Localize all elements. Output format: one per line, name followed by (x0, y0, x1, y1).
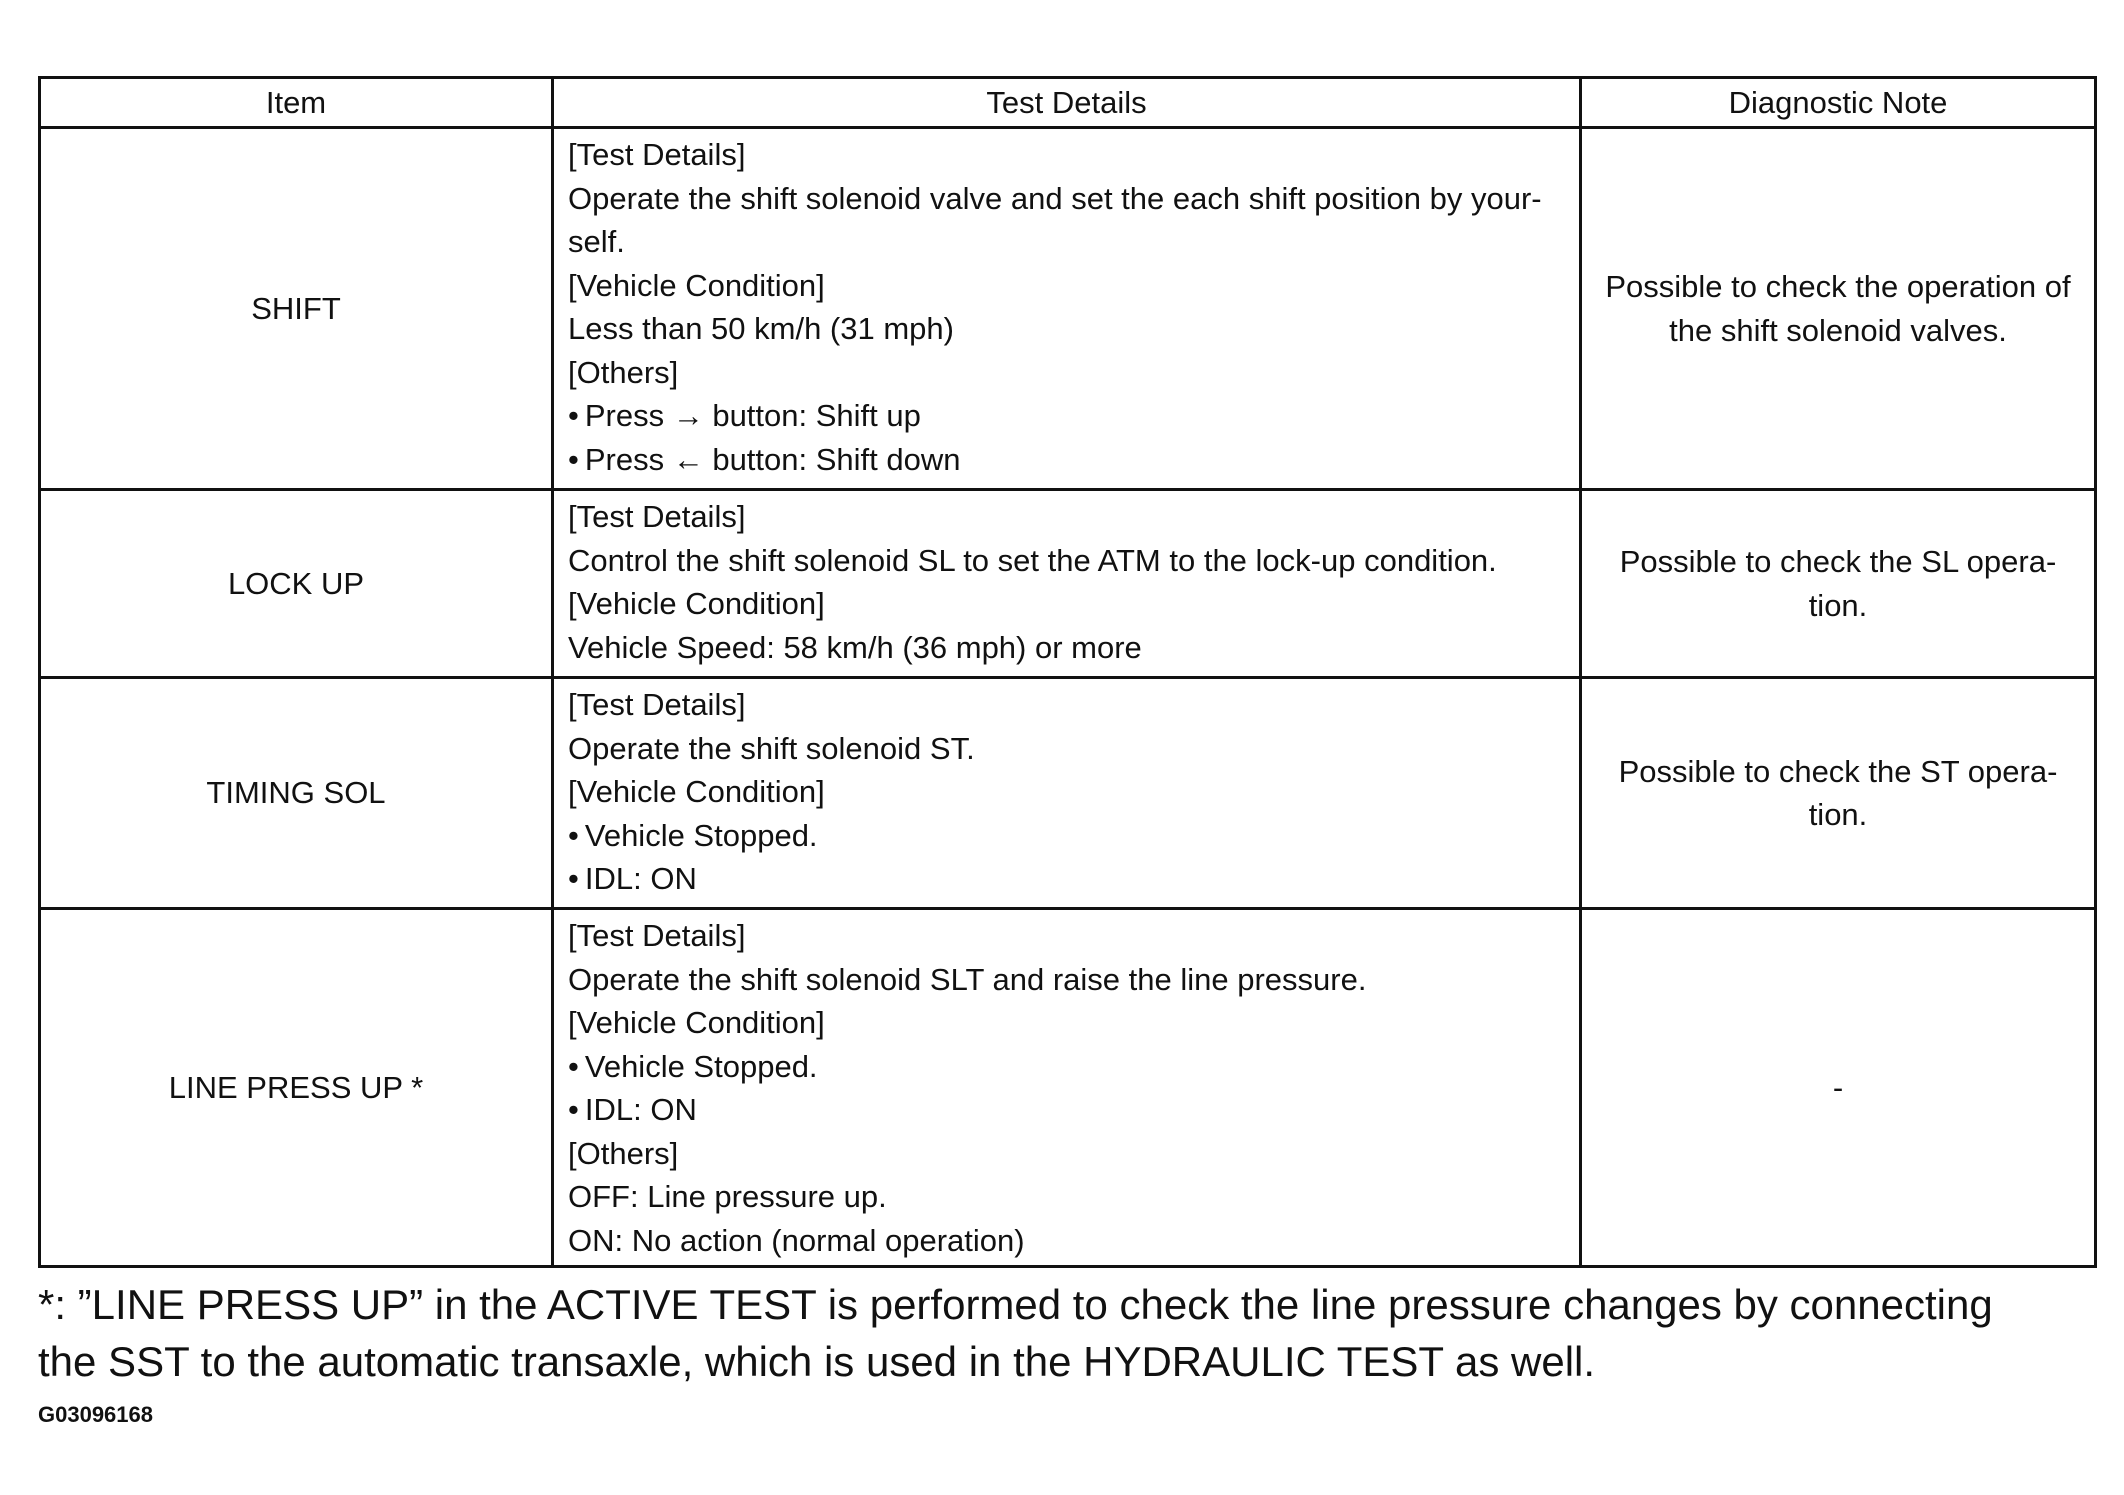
detail-line: [Test Details] (568, 687, 746, 722)
detail-bullet-line: • Vehicle Stopped. (568, 814, 1567, 858)
cell-item: LINE PRESS UP * (40, 909, 553, 1267)
table-row (40, 678, 2096, 909)
detail-line: ON: No action (normal operation) (568, 1222, 1025, 1258)
detail-bullet-line: • Press → button: Shift up (568, 394, 1567, 438)
note-line: the shift solenoid valves. (1669, 312, 2007, 348)
detail-line: Operate the shift solenoid valve and set the each shift position by your- (568, 180, 1542, 216)
header-test-details: Test Details (553, 78, 1581, 128)
cell-item: LOCK UP (40, 490, 553, 678)
detail-line: Operate the shift solenoid ST. (568, 730, 975, 766)
note-line: Possible to check the operation of (1605, 269, 2071, 304)
footnote-line-2: the SST to the automatic transaxle, which is used in the HYDRAULIC TEST as well. (38, 1338, 1596, 1385)
note-line: Possible to check the SL opera- (1619, 544, 2057, 579)
cell-diagnostic-note (1581, 490, 2096, 678)
note-line: tion. (1808, 797, 1868, 832)
cell-test-details (553, 909, 1581, 1267)
header-item: Item (40, 78, 553, 128)
cell-diagnostic-note (1581, 678, 2096, 909)
note-line: Possible to check the ST opera- (1618, 753, 2058, 789)
cell-item: TIMING SOL (40, 678, 553, 909)
cell-test-details (553, 678, 1581, 909)
detail-line: [Test Details] (568, 499, 746, 534)
detail-line: [Vehicle Condition] (568, 267, 825, 303)
detail-bullet-line: • IDL: ON (568, 857, 1567, 901)
detail-bullet-line: • Vehicle Stopped. (568, 1045, 1567, 1089)
header-row (40, 78, 2096, 128)
active-test-table (38, 76, 2097, 1268)
detail-line: [Vehicle Condition] (568, 586, 825, 621)
table-body (40, 128, 2096, 1267)
cell-item: SHIFT (40, 128, 553, 490)
detail-line: Control the shift solenoid SL to set the ATM to the lock-up condition. (568, 542, 1497, 578)
header-diagnostic-note: Diagnostic Note (1581, 78, 2096, 128)
detail-line: [Vehicle Condition] (568, 1005, 825, 1040)
footnote-line-1: *: ”LINE PRESS UP” in the ACTIVE TEST is performed to check the line pressure changes by connecting (38, 1281, 1993, 1328)
table-row (40, 909, 2096, 1267)
detail-line: Vehicle Speed: 58 km/h (36 mph) or more (568, 629, 1142, 665)
cell-diagnostic-note (1581, 909, 2096, 1267)
detail-line: self. (568, 224, 625, 259)
detail-line: [Test Details] (568, 137, 746, 172)
note-line: tion. (1808, 587, 1868, 623)
cell-test-details (553, 128, 1581, 490)
detail-line: Less than 50 km/h (31 mph) (568, 311, 954, 346)
cell-diagnostic-note (1581, 128, 2096, 490)
detail-line: OFF: Line pressure up. (568, 1179, 887, 1214)
detail-line: Operate the shift solenoid SLT and raise the line pressure. (568, 961, 1367, 997)
table-header (40, 78, 2096, 128)
detail-line: [Others] (568, 1135, 679, 1171)
detail-bullet-line: • IDL: ON (568, 1088, 1567, 1132)
detail-line: [Vehicle Condition] (568, 774, 825, 809)
note-line: - (1832, 1069, 1844, 1105)
figure-code: G03096168 (38, 1402, 153, 1427)
table-row (40, 128, 2096, 490)
footnote (38, 1276, 2108, 1390)
detail-line: [Test Details] (568, 918, 746, 953)
cell-test-details (553, 490, 1581, 678)
table-row (40, 490, 2096, 678)
detail-line: [Others] (568, 354, 679, 390)
detail-bullet-line: • Press ← button: Shift down (568, 438, 1567, 482)
